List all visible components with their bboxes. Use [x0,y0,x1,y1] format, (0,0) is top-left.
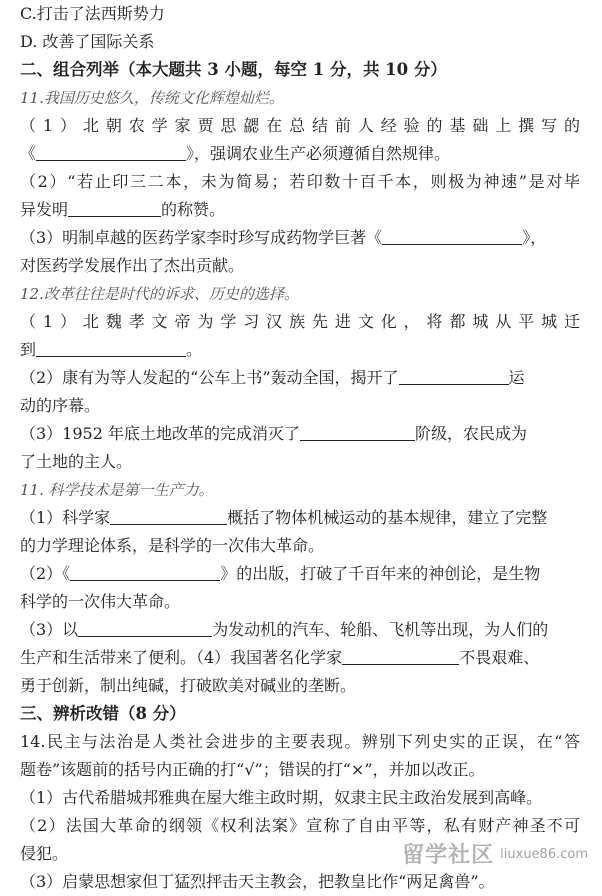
question-11-title: 11.我国历史悠久，传统文化辉煌灿烂。 [20,89,284,107]
text: 概括了物体机械运动的基本规律，建立了完整 [227,508,548,527]
question-11-2: （2）“若止印三二本，未为简易；若印数十百千本，则极为神速”是对毕 [20,172,580,191]
answer-blank[interactable] [36,142,186,161]
answer-blank[interactable] [342,646,459,665]
answer-blank[interactable] [110,506,227,525]
question-12-2 [20,364,580,392]
question-13-1-cont: 的力学理论体系，是科学的一次伟大革命。 [20,536,325,555]
text: 《 [20,144,37,163]
section-3-heading: 三、辨析改错（8 分） [20,704,186,723]
question-12-3 [20,420,580,448]
answer-blank[interactable] [70,562,220,581]
watermark-logo: 留学社区 [402,841,495,868]
question-12-2-cont: 动的序幕。 [20,396,101,415]
question-11-3-cont: 对医药学发展作出了杰出贡献。 [20,256,245,275]
text: 。 [186,340,203,359]
question-12-3-cont: 了土地的主人。 [20,452,133,471]
text: 》，强调农业生产必须遵循自然规律。 [186,144,451,163]
question-12-1: （1）北魏孝文帝为学习汉族先进文化，将都城从平城迁 [20,312,580,331]
question-11-2-cont [20,196,580,224]
question-12-title: 12.改革往往是时代的诉求、历史的选择。 [20,285,299,303]
answer-blank[interactable] [68,198,161,217]
question-14-1: （1）古代希腊城邦雅典在屋大维主政时期，奴隶主民主政治发展到高峰。 [20,788,543,807]
text: 异发明 [20,200,69,219]
question-13-2-cont: 科学的一次伟大革命。 [20,592,181,611]
question-11-1: （1）北朝农学家贾思勰在总结前人经验的基础上撰写的 [20,116,580,135]
text: 》， [522,228,547,247]
question-13-2 [20,560,580,588]
question-13-title: 11. 科学技术是第一生产力。 [20,481,214,499]
section-2-heading: 二、组合列举（本大题共 3 小题，每空 1 分，共 10 分） [20,60,447,79]
question-13-4 [20,644,580,672]
watermark-url: liuxue86.com [500,846,588,862]
text: （3）明制卓越的医药学家李时珍写成药物学巨著《 [20,228,383,247]
option-d: D. 改善了国际关系 [20,32,155,51]
text: 生产和生活带来了便利。（4）我国著名化学家 [20,648,343,667]
question-13-4-cont: 勇于创新，制出纯碱，打破欧美对碱业的垄断。 [20,676,357,695]
question-11-1-cont [20,140,580,168]
answer-blank[interactable] [78,618,212,637]
question-13-1 [20,504,580,532]
text: 阶级，农民成为 [415,424,528,443]
question-14-2-cont: 侵犯。 [20,844,69,863]
option-c: C.打击了法西斯势力 [20,4,165,23]
text: （2）康有为等人发起的“公车上书”轰动全国，揭开了 [20,368,399,387]
text: 不畏艰难、 [459,648,540,667]
question-14-3: （3）启蒙思想家但丁猛烈抨击天主教会，把教皇比作“两足禽兽”。 [20,872,495,891]
question-12-1-cont [20,336,580,364]
text: 》的出版，打破了千百年来的神创论，是生物 [220,564,541,583]
answer-blank[interactable] [36,338,186,357]
text: 的称赞。 [161,200,226,219]
question-14-stem-cont: 题卷”该题前的括号内正确的打“√”；错误的打“×”，并加以改正。 [20,760,485,779]
question-14-2: （2）法国大革命的纲领《权利法案》宣称了自由平等，私有财产神圣不可 [20,816,580,835]
question-11-3 [20,224,580,252]
answer-blank[interactable] [382,226,522,245]
text: 为发动机的汽车、轮船、飞机等出现，为人们的 [212,620,549,639]
answer-blank[interactable] [399,366,509,385]
exam-page [20,0,580,896]
text: （2）《 [20,564,71,583]
text: （1）科学家 [20,508,111,527]
text: 到 [20,340,37,359]
question-13-3 [20,616,580,644]
text: （3）1952 年底土地改革的完成消灭了 [20,424,300,443]
answer-blank[interactable] [300,422,415,441]
question-14-stem: 14.民主与法治是人类社会进步的主要表现。辨别下列史实的正误，在“答 [20,732,580,751]
text: （3）以 [20,620,79,639]
text: 运 [508,368,525,387]
